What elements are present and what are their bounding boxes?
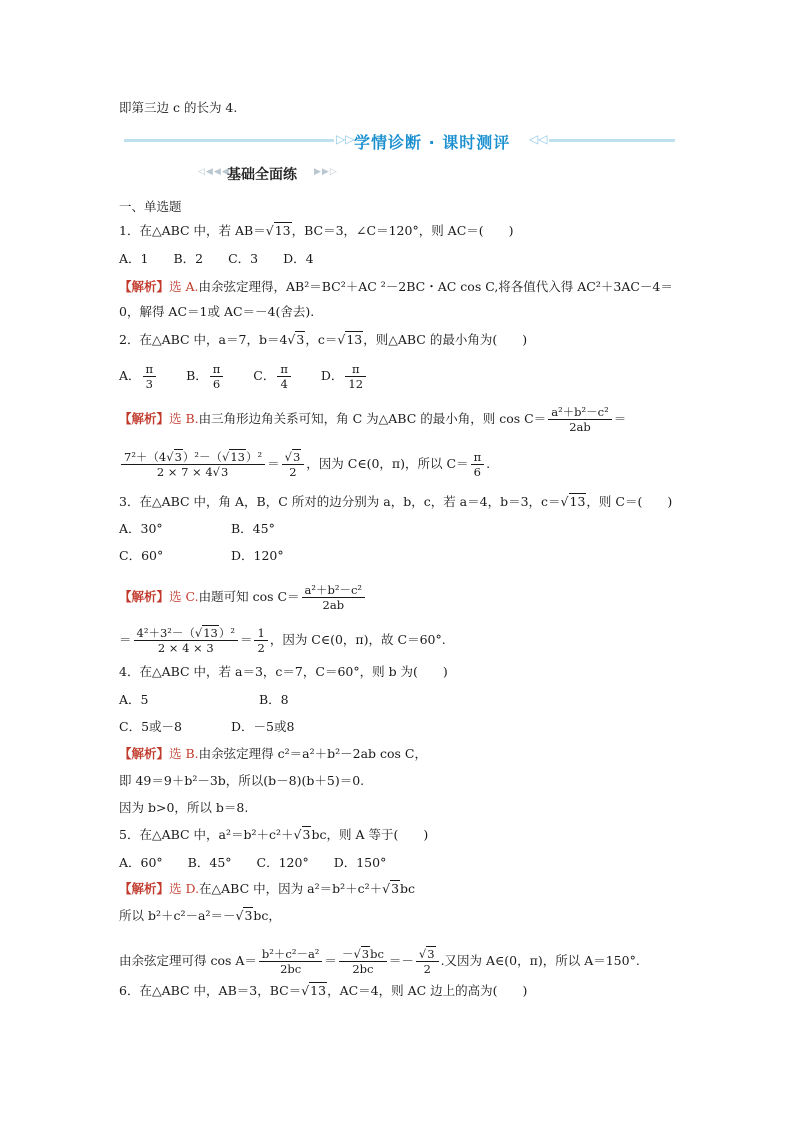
intro-line: 即第三边 c 的长为 4. [119, 100, 238, 115]
banner-left-rule [124, 139, 334, 142]
question-2-options: A． $\frac{\pi}{3}$ B． $\frac{\pi}{6}$ C． $\frac{\pi}{4}$ D． $\frac{\pi}{12}$ [119, 362, 368, 391]
banner-right-rule [549, 139, 675, 142]
fraction: $\frac{√3}{2}$ [282, 450, 305, 479]
sqrt-symbol: √3 [382, 881, 400, 896]
solution-5-line-2: 所以 b²＋c²－a²＝－√3bc， [119, 908, 281, 923]
solution-5-line-3: 由余弦定理可得 cos A＝ $\frac{\text{b²＋c²－a²}}{2bc}$ ＝ $\frac{-√3bc}{2bc}$ ＝－ $\frac{√3}{2}$ .又因为 A∈(0，π)，所以 A＝150°. [119, 947, 640, 976]
fraction: $\frac{\pi}{6}$ [210, 362, 224, 391]
solution-4-line-3: 因为 b>0，所以 b＝8. [119, 800, 249, 815]
section-banner [124, 128, 675, 152]
fraction: $\frac{\pi}{4}$ [277, 362, 291, 391]
solution-1-line-2: 0，解得 AC＝1或 AC＝－4(舍去). [119, 304, 315, 319]
fraction: $\frac{\pi}{3}$ [143, 362, 157, 391]
sqrt-symbol: √3 [212, 465, 229, 479]
subheading [198, 164, 346, 184]
solution-4-line-2: 即 49＝9＋b²－3b，所以(b－8)(b＋5)＝0. [119, 773, 365, 788]
fraction: $\frac{\text{7²＋（4√3）²－（√13）²}}{2 \times 7 \times 4√3}$ [121, 450, 265, 479]
question-4-options-row-1: A．5 B．8 [119, 692, 289, 707]
question-4-options-row-2: C．5或－8 D．－5或8 [119, 719, 295, 734]
subheading-right-dots-icon: ▶▶▷ [314, 167, 338, 177]
solution-3-line-1: 【解析】选 C.由题可知 cos C＝ $\frac{\text{a²＋b²－c²}}{2ab}$ [119, 583, 367, 612]
sqrt-symbol: √13 [560, 494, 586, 509]
fraction: $\frac{\text{a²＋b²－c²}}{2ab}$ [302, 583, 366, 612]
section-label: 一、单选题 [119, 199, 182, 214]
sqrt-symbol: √3 [284, 450, 301, 464]
sqrt-symbol: √3 [166, 450, 182, 464]
sqrt-symbol: √3 [418, 947, 435, 961]
question-2: 2．在△ABC 中，a＝7，b＝4√3，c＝√13，则△ABC 的最小角为( ) [119, 332, 528, 347]
sqrt-symbol: √13 [194, 626, 218, 640]
fraction: $\frac{\text{4²＋3²－（√13）²}}{2 \times 4 \times 3}$ [134, 626, 238, 655]
question-6: 6．在△ABC 中，AB＝3，BC＝√13，AC＝4，则 AC 边上的高为( ) [119, 983, 528, 998]
sqrt-symbol: √3 [287, 332, 305, 347]
fraction: $\frac{\pi}{12}$ [345, 362, 366, 391]
fraction: $\frac{1}{2}$ [254, 626, 267, 655]
question-4: 4．在△ABC 中，若 a＝3，c＝7，C＝60°，则 b 为( ) [119, 664, 448, 679]
answer-choice: 选 A. [169, 279, 199, 294]
banner-title: 学情诊断 · 课时测评 [354, 133, 511, 152]
fraction: $\frac{\text{b²＋c²－a²}}{2bc}$ [259, 947, 323, 976]
question-5-options: A．60° B．45° C．120° D．150° [119, 855, 387, 870]
question-1-options: A．1 B．2 C．3 D．4 [119, 251, 314, 266]
solution-tag: 【解析】 [119, 279, 170, 294]
fraction: $\frac{\text{a²＋b²－c²}}{2ab}$ [548, 405, 612, 434]
sqrt-symbol: √13 [301, 983, 327, 998]
solution-2-line-2: $\frac{\text{7²＋（4√3）²－（√13）²}}{2 \times 7 \times 4√3}$ ＝ $\frac{√3}{2}$ ，因为 C∈(0，π)，所以 C＝ $\frac{\pi}{6}$ . [119, 450, 490, 479]
sqrt-symbol: √3 [235, 908, 253, 923]
sqrt-symbol: √13 [265, 223, 291, 238]
sqrt-symbol: √13 [337, 332, 363, 347]
subheading-title: 基础全面练 [227, 167, 297, 183]
solution-5-line-1: 【解析】选 D.在△ABC 中，因为 a²＝b²＋c²＋√3bc [119, 881, 416, 896]
question-3-options-row-1: A．30° B．45° [119, 521, 275, 536]
question-3-options-row-2: C．60° D．120° [119, 548, 284, 563]
question-1: 1．在△ABC 中，若 AB＝√13，BC＝3，∠C＝120°，则 AC＝( ) [119, 223, 514, 238]
sqrt-symbol: √3 [353, 947, 370, 961]
subheading-left-dots-icon: ◁◀◀◀ [198, 167, 230, 177]
sqrt-symbol: √3 [293, 827, 311, 842]
solution-2-line-1: 【解析】选 B.由三角形边角关系可知，角 C 为△ABC 的最小角，则 cos C＝ $\frac{\text{a²＋b²－c²}}{2ab}$ ＝ [119, 405, 627, 434]
question-3: 3．在△ABC 中，角 A，B，C 所对的边分别为 a，b，c，若 a＝4，b＝3，c＝√13，则 C＝( ) [119, 494, 673, 509]
solution-4-line-1: 【解析】选 B.由余弦定理得 c²＝a²＋b²－2ab cos C， [119, 746, 427, 761]
fraction: $\frac{√3}{2}$ [416, 947, 439, 976]
question-5: 5．在△ABC 中，a²＝b²＋c²＋√3bc，则 A 等于( ) [119, 827, 429, 842]
sqrt-symbol: √13 [222, 450, 245, 464]
fraction: $\frac{\pi}{6}$ [471, 450, 485, 479]
banner-right-arrow-icon: ◁◁ [529, 132, 548, 146]
fraction: $\frac{-√3bc}{2bc}$ [339, 947, 387, 976]
banner-left-arrow-icon: ▷▷ [336, 132, 355, 146]
solution-3-line-2: ＝ $\frac{\text{4²＋3²－（√13）²}}{2 \times 4 \times 3}$ ＝ $\frac{1}{2}$ ，因为 C∈(0，π)，故 C＝60°. [119, 626, 446, 655]
solution-1-line-1: 【解析】选 A.由余弦定理得，AB²＝BC²＋AC ²－2BC・AC cos C,将各值代入得 AC²＋3AC－4＝ [119, 279, 673, 294]
